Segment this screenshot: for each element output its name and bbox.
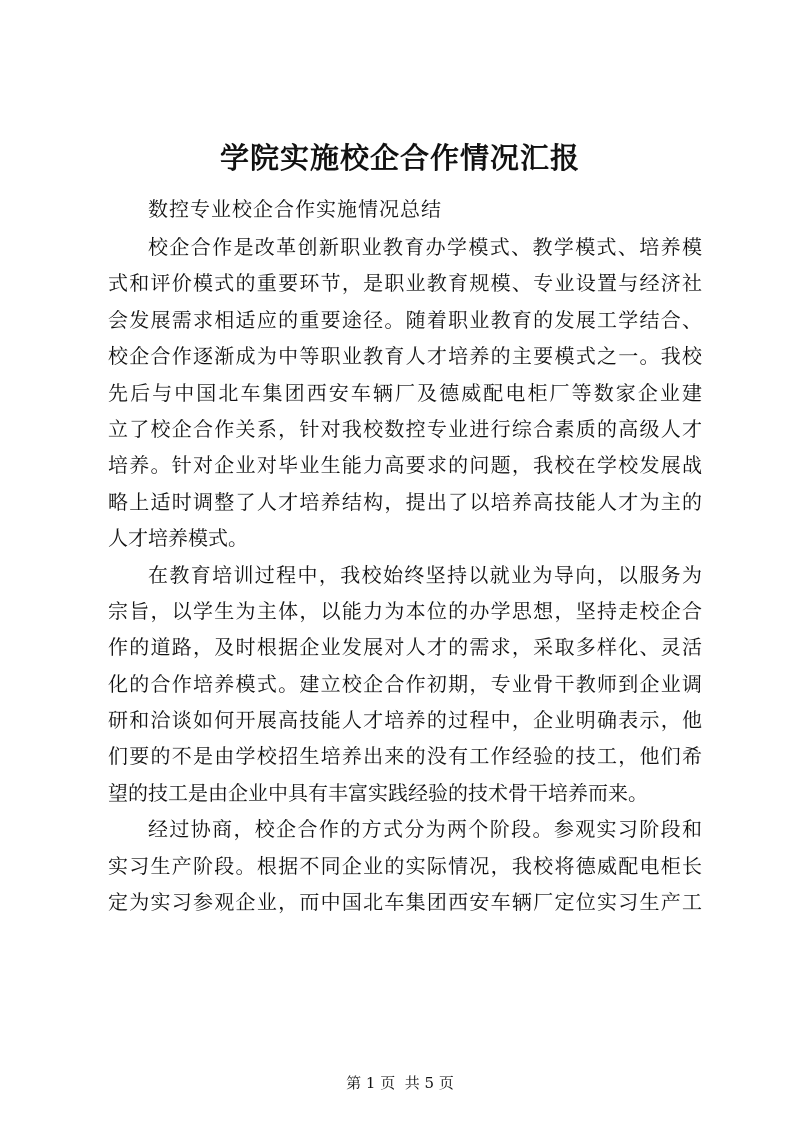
body-line: 培养。针对企业对毕业生能力高要求的问题，我校在学校发展战 [108, 453, 702, 478]
document-title: 学院实施校企合作情况汇报 [219, 141, 580, 175]
body-line: 宗旨，以学生为主体，以能力为本位的办学思想，坚持走校企合 [108, 598, 702, 623]
body-line: 会发展需求相适应的重要途径。随着职业教育的发展工学结合、 [108, 307, 702, 332]
body-line: 望的技工是由企业中具有丰富实践经验的技术骨干培养而来。 [108, 780, 648, 805]
document-body [108, 229, 702, 920]
body-line: 立了校企合作关系，针对我校数控专业进行综合素质的高级人才 [108, 416, 702, 441]
body-line: 们要的不是由学校招生培养出来的没有工作经验的技工，他们希 [108, 744, 702, 769]
body-line: 经过协商，校企合作的方式分为两个阶段。参观实习阶段和 [148, 817, 702, 842]
body-line: 式和评价模式的重要环节，是职业教育规模、专业设置与经济社 [108, 271, 702, 296]
body-line: 校企合作逐渐成为中等职业教育人才培养的主要模式之一。我校 [108, 344, 702, 369]
page-number-footer: 第 1 页 共 5 页 [346, 1074, 454, 1092]
body-line: 作的道路，及时根据企业发展对人才的需求，采取多样化、灵活 [108, 635, 702, 660]
body-line: 人才培养模式。 [108, 526, 248, 551]
body-line: 研和洽谈如何开展高技能人才培养的过程中，企业明确表示，他 [108, 708, 702, 733]
body-line: 先后与中国北车集团西安车辆厂及德威配电柜厂等数家企业建 [108, 380, 702, 405]
body-line: 实习生产阶段。根据不同企业的实际情况，我校将德威配电柜长 [108, 853, 702, 878]
body-line: 定为实习参观企业，而中国北车集团西安车辆厂定位实习生产工 [108, 890, 702, 915]
body-line: 校企合作是改革创新职业教育办学模式、教学模式、培养模 [148, 235, 702, 259]
body-line: 化的合作培养模式。建立校企合作初期，专业骨干教师到企业调 [108, 671, 702, 696]
body-line: 在教育培训过程中，我校始终坚持以就业为导向，以服务为 [148, 562, 702, 587]
body-line: 略上适时调整了人才培养结构，提出了以培养高技能人才为主的 [108, 489, 702, 514]
document-subtitle: 数控专业校企合作实施情况总结 [148, 197, 442, 221]
